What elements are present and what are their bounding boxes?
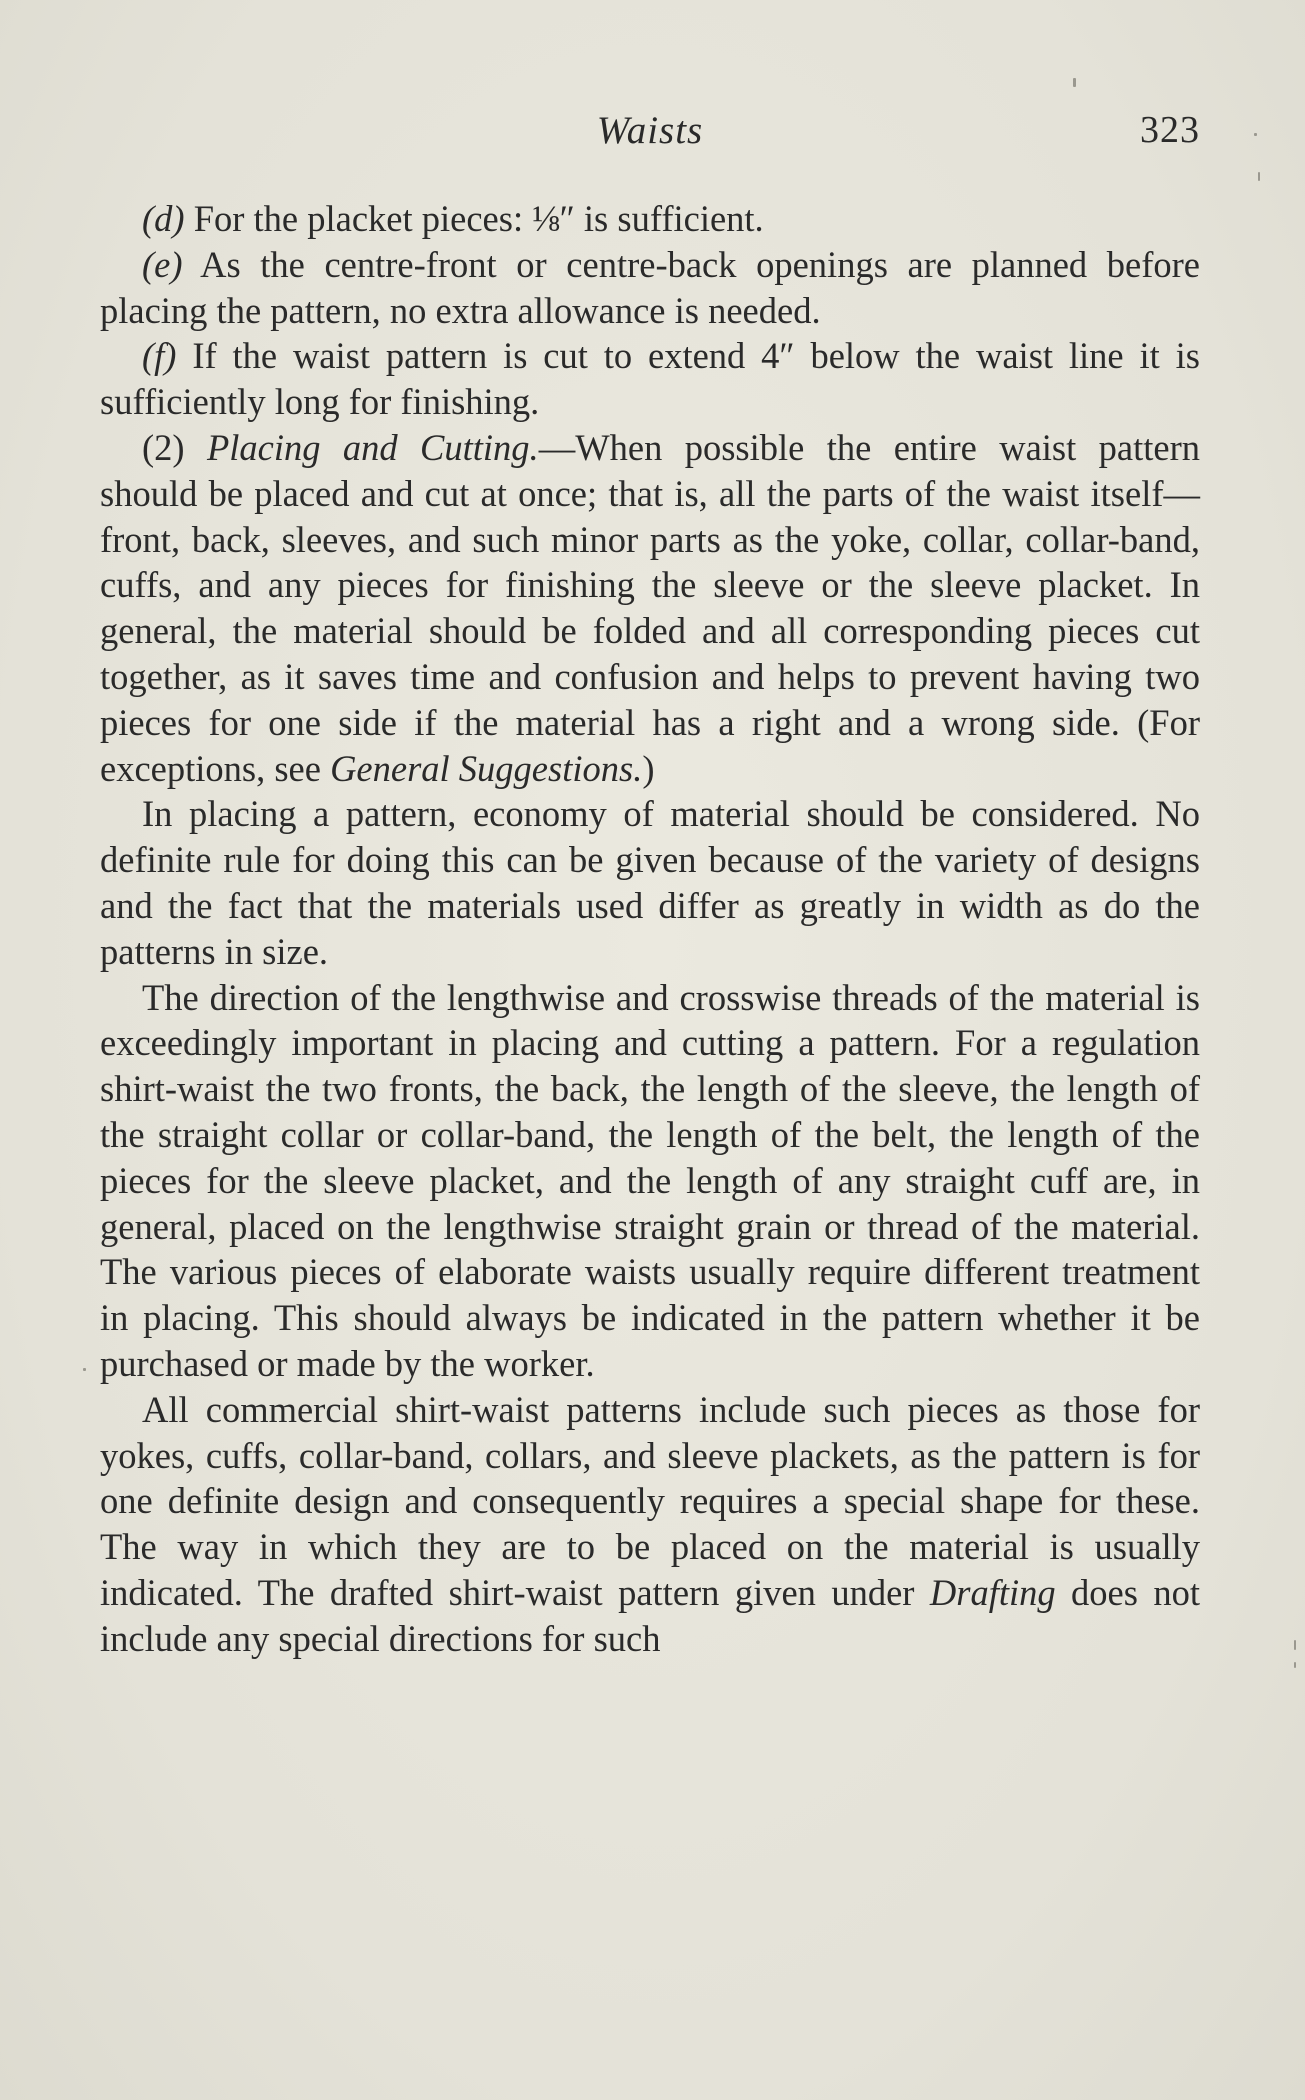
cross-reference-general-suggestions: General Suggestions.	[330, 747, 643, 789]
item-label-d: (d)	[142, 198, 185, 239]
paragraph-placing-cutting	[100, 425, 1200, 791]
paper-speck	[1294, 1662, 1296, 1668]
paragraph-f	[100, 333, 1200, 425]
paragraph-d	[100, 196, 1200, 242]
page-header	[100, 108, 1200, 168]
paragraph-commercial-patterns	[100, 1387, 1200, 1662]
item-text-e: As the centre-front or centre-back openings are planned before placing the pattern, no extra allowance is needed.	[100, 243, 1200, 331]
paper-speck	[1258, 172, 1260, 181]
item-label-e: (e)	[142, 243, 183, 285]
page-number: 323	[1140, 109, 1200, 151]
paper-speck	[1294, 1640, 1296, 1650]
placing-cutting-text: —When possible the entire waist pattern should be placed and cut at once; that is, all the parts of the waist itself—front, back, sleeves, and such minor parts as the yoke, collar, collar-band, cuffs, and any pieces for finishing the sleeve or the sleeve placket. In general, the material should be folded and all corresponding pieces cut together, as it saves time and confusion and helps to prevent having two pieces for one side if the material has a right and a wrong side. (For exceptions, see	[100, 426, 1201, 789]
section-number: (2)	[142, 426, 185, 468]
section-heading: Placing and Cutting.	[206, 426, 539, 468]
paper-speck	[1254, 133, 1257, 136]
paper-speck	[83, 1368, 86, 1371]
closing-paren: )	[642, 747, 655, 789]
item-text-f: If the waist pattern is cut to extend 4″ below the waist line it is sufficiently long for finishing.	[100, 335, 1200, 423]
running-head: Waists	[596, 109, 704, 152]
commercial-tail: does not include any special directions for such	[100, 1571, 1201, 1659]
paragraph-e	[100, 242, 1200, 334]
body-text	[100, 196, 1200, 1662]
item-label-f: (f)	[142, 335, 177, 377]
paper-speck	[1073, 78, 1076, 87]
commercial-text: All commercial shirt-waist patterns include such pieces as those for yokes, cuffs, collar-band, collars, and sleeve plackets, as the pattern is for one definite design and consequently requires a special shape for these. The way in which they are to be placed on the material is usually indicated. The drafted shirt-waist pattern given under	[100, 1388, 1200, 1613]
cross-reference-drafting: Drafting	[929, 1571, 1056, 1613]
paragraph-economy: In placing a pattern, economy of material should be considered. No definite rule for doing this can be given because of the variety of designs and the fact that the materials used differ as greatly in width as do the patterns in size.	[100, 793, 1200, 972]
item-text-d: For the placket pieces: ⅛″ is sufficient.	[184, 198, 764, 239]
paragraph-thread-direction: The direction of the lengthwise and crosswise threads of the material is exceedingly important in placing and cutting a pattern. For a regulation shirt-waist the two fronts, the back, the length of the sleeve, the length of the straight collar or collar-band, the length of the belt, the length of the pieces for the sleeve placket, and the length of any straight cuff are, in general, placed on the lengthwise straight grain or thread of the material. The various pieces of elaborate waists usually require different treatment in placing. This should always be indicated in the pattern whether it be purchased or made by the worker.	[100, 976, 1200, 1384]
